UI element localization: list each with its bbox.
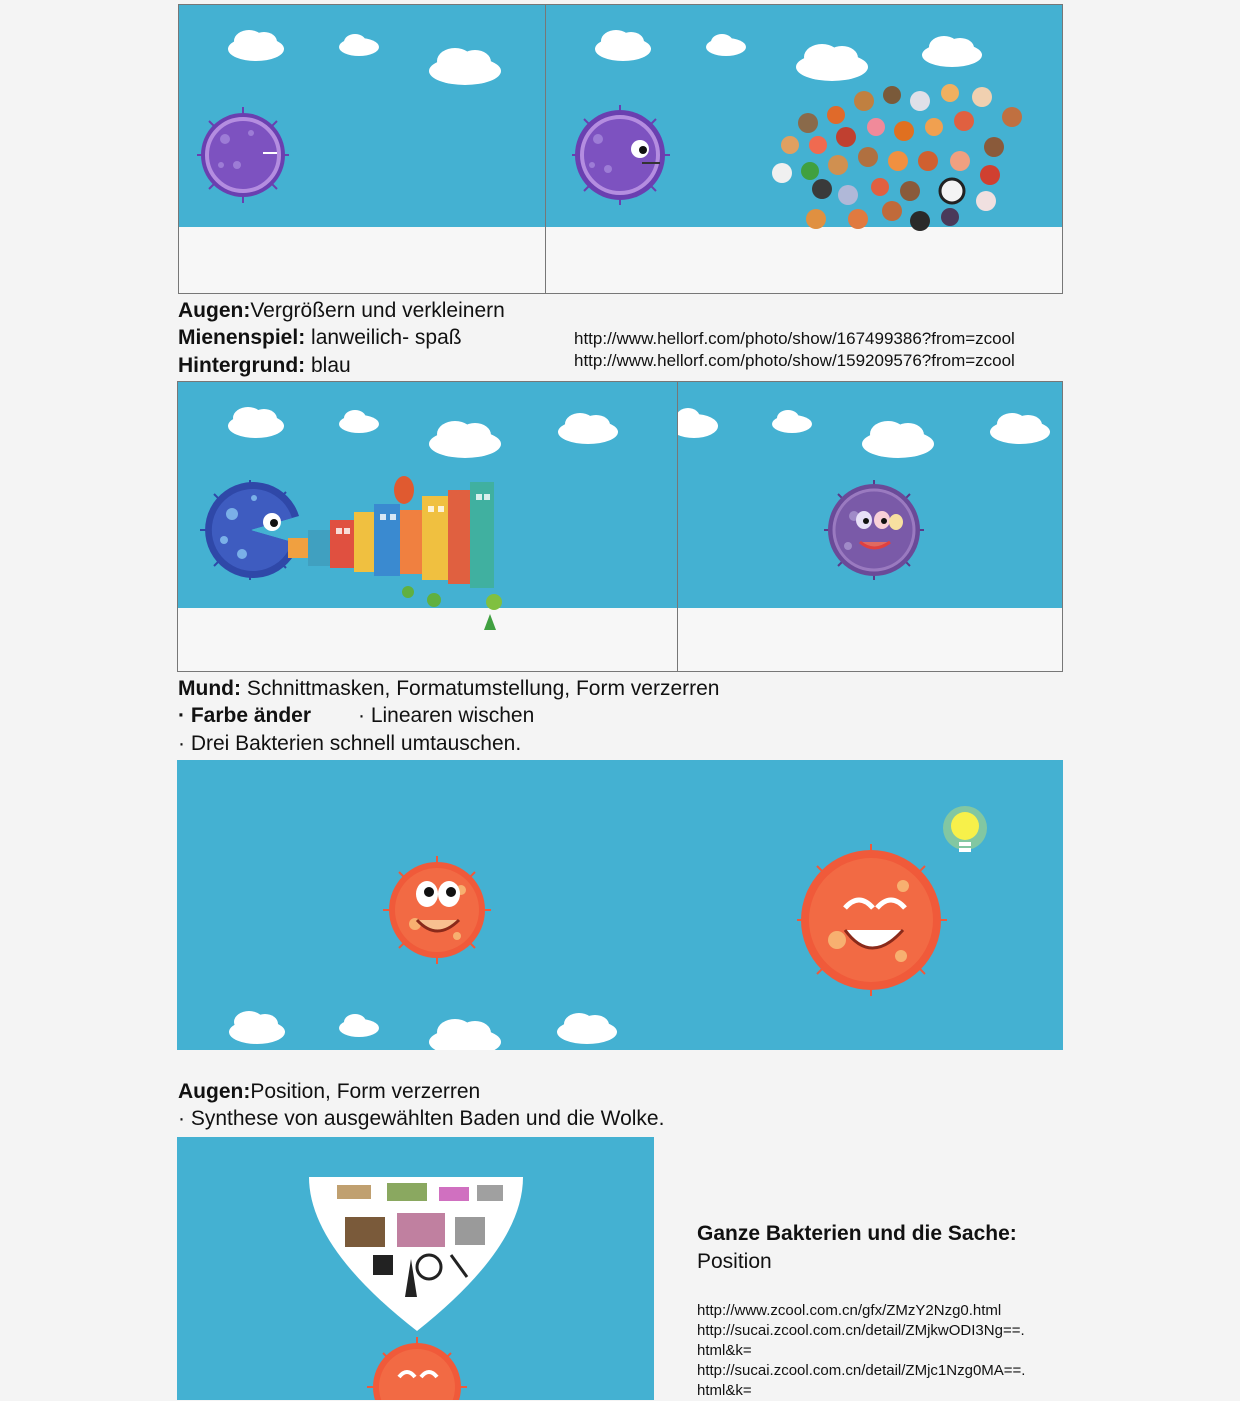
source-link-continuation: html&k= [697,1342,752,1359]
background-text: blau [305,354,351,377]
orange-bacteria-icon [367,1337,467,1400]
heart-collage-illustration [309,1177,523,1331]
eyes-text: Position, Form verzerren [250,1080,481,1103]
mimic-description [178,324,462,351]
color-change-item [178,702,311,729]
mimic-label: Mienenspiel: [178,326,306,349]
storyboard-frame-2 [545,4,1063,294]
color-change-label: · Farbe änder [178,704,312,727]
purple-bacteria-smiling-icon [824,480,924,580]
eyes-label: Augen: [178,1080,251,1103]
blue-bacteria-icon [200,480,299,580]
purple-bacteria-icon [572,105,670,205]
storyboard-frame-1 [178,4,546,294]
mouth-label: Mund: [178,677,241,700]
whole-bacteria-subtitle: Position [697,1250,772,1273]
source-link[interactable]: http://www.zcool.com.cn/gfx/ZMzY2Nzg0.html [697,1302,1002,1319]
storyboard-frame-5 [177,760,1063,1050]
swap-bacteria-item: · Drei Bakterien schnell umtauschen. [178,732,522,755]
animal-swarm-illustration [772,84,1022,231]
eyes-description [178,297,505,324]
synthesis-item: · Synthese von ausgewählten Baden und die Wolke. [178,1107,665,1130]
cloud-icon [678,408,1050,458]
whole-bacteria-title: Ganze Bakterien und die Sache: [697,1222,1017,1245]
mouth-description [178,675,719,702]
source-link[interactable]: http://www.hellorf.com/photo/show/167499386?from=zcool [574,329,1015,348]
eyes-text: Vergrößern und verkleinern [250,299,505,322]
cloud-icon [595,30,982,81]
source-link[interactable]: http://www.hellorf.com/photo/show/159209576?from=zcool [574,351,1015,370]
background-description [178,352,351,379]
source-link-continuation: html&k= [697,1382,752,1399]
storyboard-frame-3 [177,381,678,672]
cloud-icon [229,1011,617,1050]
storyboard-frame-4 [677,381,1063,672]
source-link[interactable]: http://sucai.zcool.com.cn/detail/ZMjc1Nzg0MA==. [697,1362,1026,1379]
eyes-position-description [178,1078,480,1105]
linear-wipe-item: · Linearen wischen [358,704,535,727]
city-buildings-illustration [288,476,502,630]
eyes-label: Augen: [178,299,251,322]
storyboard-frame-6 [177,1137,654,1400]
source-link[interactable]: http://sucai.zcool.com.cn/detail/ZMjkwODI3Ng==. [697,1322,1025,1339]
cloud-icon [228,30,501,85]
cloud-icon [228,407,618,458]
mouth-text: Schnittmasken, Formatumstellung, Form verzerren [240,677,720,700]
background-label: Hintergrund: [178,354,306,377]
purple-bacteria-icon [197,107,289,203]
orange-bacteria-icon [383,856,491,964]
light-bulb-icon [943,806,987,852]
mimic-text: lanweilich- spaß [305,326,462,349]
orange-bacteria-happy-icon [797,844,947,996]
